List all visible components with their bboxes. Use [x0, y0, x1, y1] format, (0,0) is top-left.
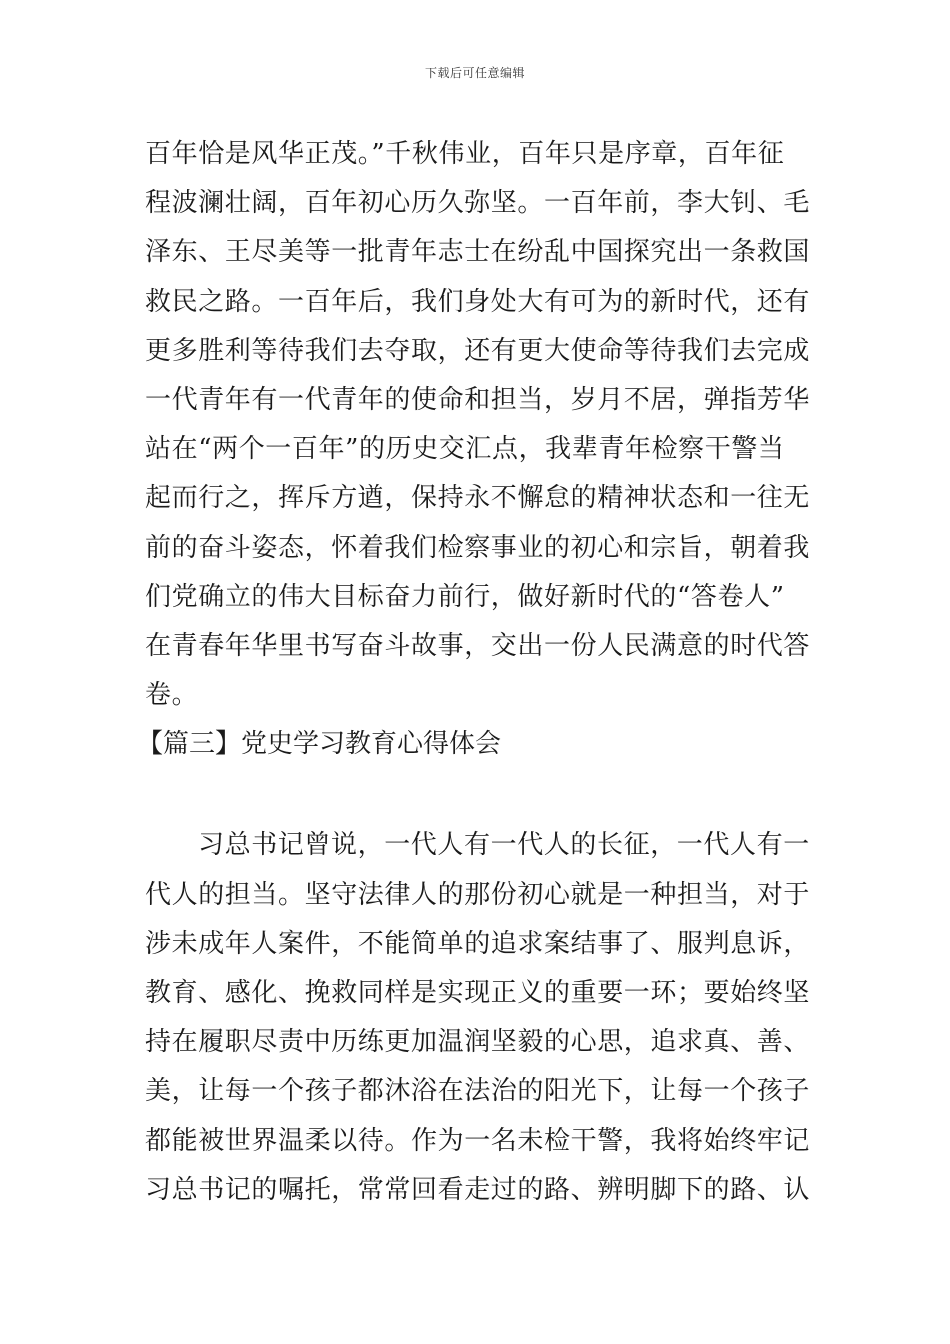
section-spacer: [145, 769, 810, 821]
text-line: 代人的担当。坚守法律人的那份初心就是一种担当，对于: [145, 879, 811, 910]
text-line: 在青春年华里书写奋斗故事，交出一份人民满意的时代答: [145, 630, 811, 661]
text-line: 教育、感化、挽救同样是实现正义的重要一环；要始终坚: [145, 978, 811, 1008]
section-heading: 【篇三】党史学习教育心得体会: [137, 729, 502, 760]
text-line: 起而行之，挥斥方遒，保持永不懈怠的精神状态和一往无: [145, 483, 811, 514]
text-line: 前的奋斗姿态，怀着我们检察事业的初心和宗旨，朝着我: [145, 532, 811, 563]
text-line: 们党确立的伟大目标奋力前行，做好新时代的“答卷人”: [145, 581, 785, 612]
text-line: 救民之路。一百年后，我们身处大有可为的新时代，还有: [145, 286, 811, 317]
text-line: 习总书记的嘱托，常常回看走过的路、辨明脚下的路、认: [145, 1174, 811, 1205]
paragraph-section-three: [145, 821, 810, 1215]
paragraph-continued: [145, 130, 810, 720]
text-line: 都能被世界温柔以待。作为一名未检干警，我将始终牢记: [145, 1125, 811, 1156]
text-line-indented: 习总书记曾说，一代人有一代人的长征，一代人有一: [198, 830, 810, 861]
text-line: 一代青年有一代青年的使命和担当，岁月不居，弹指芳华: [145, 384, 811, 415]
text-line: 更多胜利等待我们去夺取，还有更大使命等待我们去完成: [145, 335, 811, 366]
text-line: 百年恰是风华正茂。”千秋伟业，百年只是序章，百年征: [145, 139, 785, 169]
text-line: 泽东、王尽美等一批青年志士在纷乱中国探究出一条救国: [145, 237, 811, 268]
page-header-note: 下载后可任意编辑: [424, 66, 525, 80]
text-line: 站在“两个一百年”的历史交汇点，我辈青年检察干警当: [145, 434, 785, 465]
text-line: 卷。: [145, 680, 199, 711]
document-body: [137, 130, 811, 1215]
text-line: 涉未成年人案件，不能简单的追求案结事了、服判息诉，: [145, 928, 811, 959]
text-line: 持在履职尽责中历练更加温润坚毅的心思，追求真、善、: [145, 1027, 811, 1058]
text-line: 程波澜壮阔，百年初心历久弥坚。一百年前，李大钊、毛: [145, 188, 811, 219]
text-line: 美，让每一个孩子都沐浴在法治的阳光下，让每一个孩子: [145, 1076, 811, 1107]
